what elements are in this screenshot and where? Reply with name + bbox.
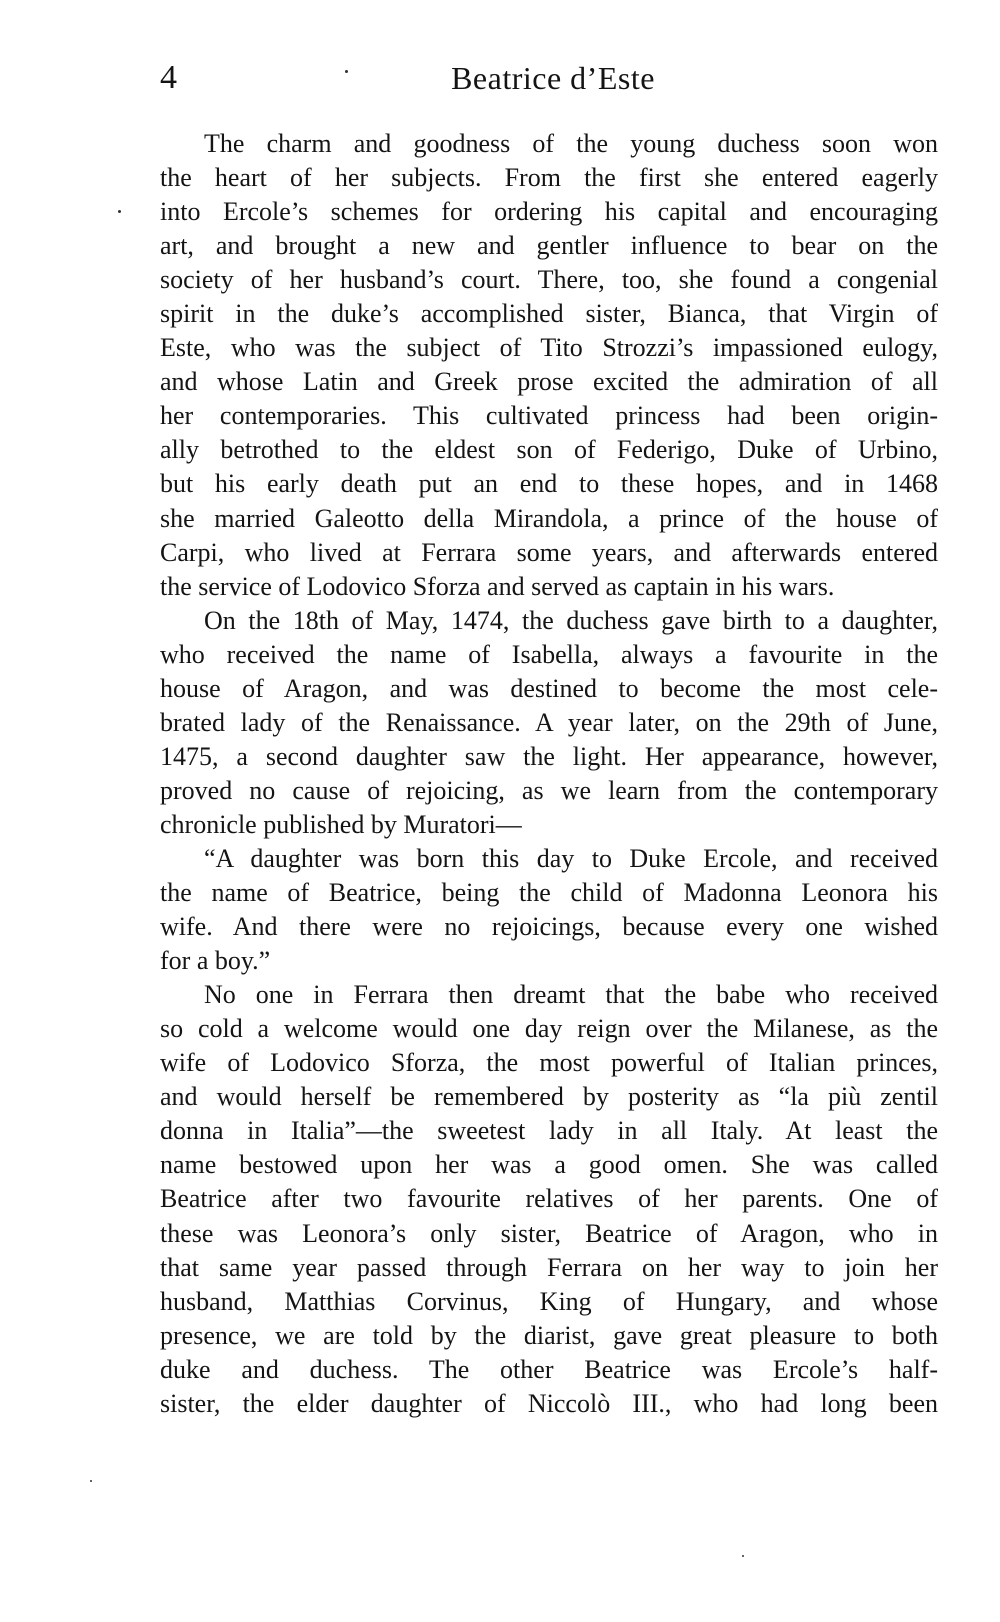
text-line: Beatrice after two favourite relatives of her parents. One of (160, 1184, 938, 1214)
text-line: On the 18th of May, 1474, the duchess gave birth to a daughter, (204, 605, 938, 635)
text-line: ally betrothed to the eldest son of Federigo, Duke of Urbino, (160, 435, 938, 465)
text-line: brated lady of the Renaissance. A year later, on the 29th of June, (160, 707, 938, 737)
text-line: into Ercole’s schemes for ordering his capital and encouraging (160, 197, 938, 227)
text-line: house of Aragon, and was destined to become the most cele- (160, 673, 938, 703)
text-line: husband, Matthias Corvinus, King of Hungary, and whose (160, 1286, 938, 1316)
text-line: sister, the elder daughter of Niccolò III., who had long been (160, 1388, 938, 1418)
text-line: these was Leonora’s only sister, Beatrice of Aragon, who in (160, 1218, 938, 1248)
text-line: donna in Italia”—the sweetest lady in all Italy. At least the (160, 1116, 938, 1146)
text-line: the heart of her subjects. From the first she entered eagerly (160, 163, 938, 193)
text-line: society of her husband’s court. There, too, she found a congenial (160, 265, 938, 295)
print-speck (90, 1480, 92, 1482)
text-line: for a boy.” (160, 946, 271, 976)
text-line: Carpi, who lived at Ferrara some years, and afterwards entered (160, 537, 938, 567)
text-line: and whose Latin and Greek prose excited the admiration of all (160, 367, 938, 397)
text-line: that same year passed through Ferrara on her way to join her (160, 1252, 938, 1282)
text-line: art, and brought a new and gentler influence to bear on the (160, 231, 938, 261)
text-line: Este, who was the subject of Tito Strozzi’s impassioned eulogy, (160, 333, 938, 363)
print-speck (118, 210, 121, 213)
text-line: The charm and goodness of the young duchess soon won (204, 129, 938, 158)
print-speck (742, 1555, 744, 1557)
text-line: the name of Beatrice, being the child of Madonna Leonora his (160, 878, 938, 908)
text-line: 1475, a second daughter saw the light. Her appearance, however, (160, 741, 938, 771)
text-line: duke and duchess. The other Beatrice was Ercole’s half- (160, 1354, 938, 1384)
text-line: the service of Lodovico Sforza and served as captain in his wars. (160, 571, 835, 601)
text-line: “A daughter was born this day to Duke Ercole, and received (204, 843, 938, 873)
text-line: and would herself be remembered by posterity as “la più zentil (160, 1082, 938, 1112)
text-line: chronicle published by Muratori— (160, 809, 522, 839)
text-line: she married Galeotto della Mirandola, a prince of the house of (160, 503, 938, 533)
text-line: spirit in the duke’s accomplished sister, Bianca, that Virgin of (160, 299, 938, 329)
text-line: wife of Lodovico Sforza, the most powerful of Italian princes, (160, 1048, 938, 1078)
text-line: No one in Ferrara then dreamt that the babe who received (204, 980, 938, 1010)
running-title: Beatrice d’Este (451, 60, 655, 96)
running-head (160, 56, 938, 100)
text-line: who received the name of Isabella, always a favourite in the (160, 639, 938, 669)
print-speck (345, 70, 348, 73)
text-line: so cold a welcome would one day reign over the Milanese, as the (160, 1014, 938, 1044)
text-line: her contemporaries. This cultivated princess had been origin- (160, 401, 938, 431)
page-number: 4 (160, 59, 177, 96)
text-line: but his early death put an end to these hopes, and in 1468 (160, 469, 938, 499)
text-line: wife. And there were no rejoicings, because every one wished (160, 912, 938, 942)
text-line: proved no cause of rejoicing, as we learn from the contemporary (160, 775, 938, 805)
text-line: presence, we are told by the diarist, gave great pleasure to both (160, 1320, 938, 1350)
text-line: name bestowed upon her was a good omen. She was called (160, 1150, 938, 1180)
body-text (160, 127, 938, 1421)
